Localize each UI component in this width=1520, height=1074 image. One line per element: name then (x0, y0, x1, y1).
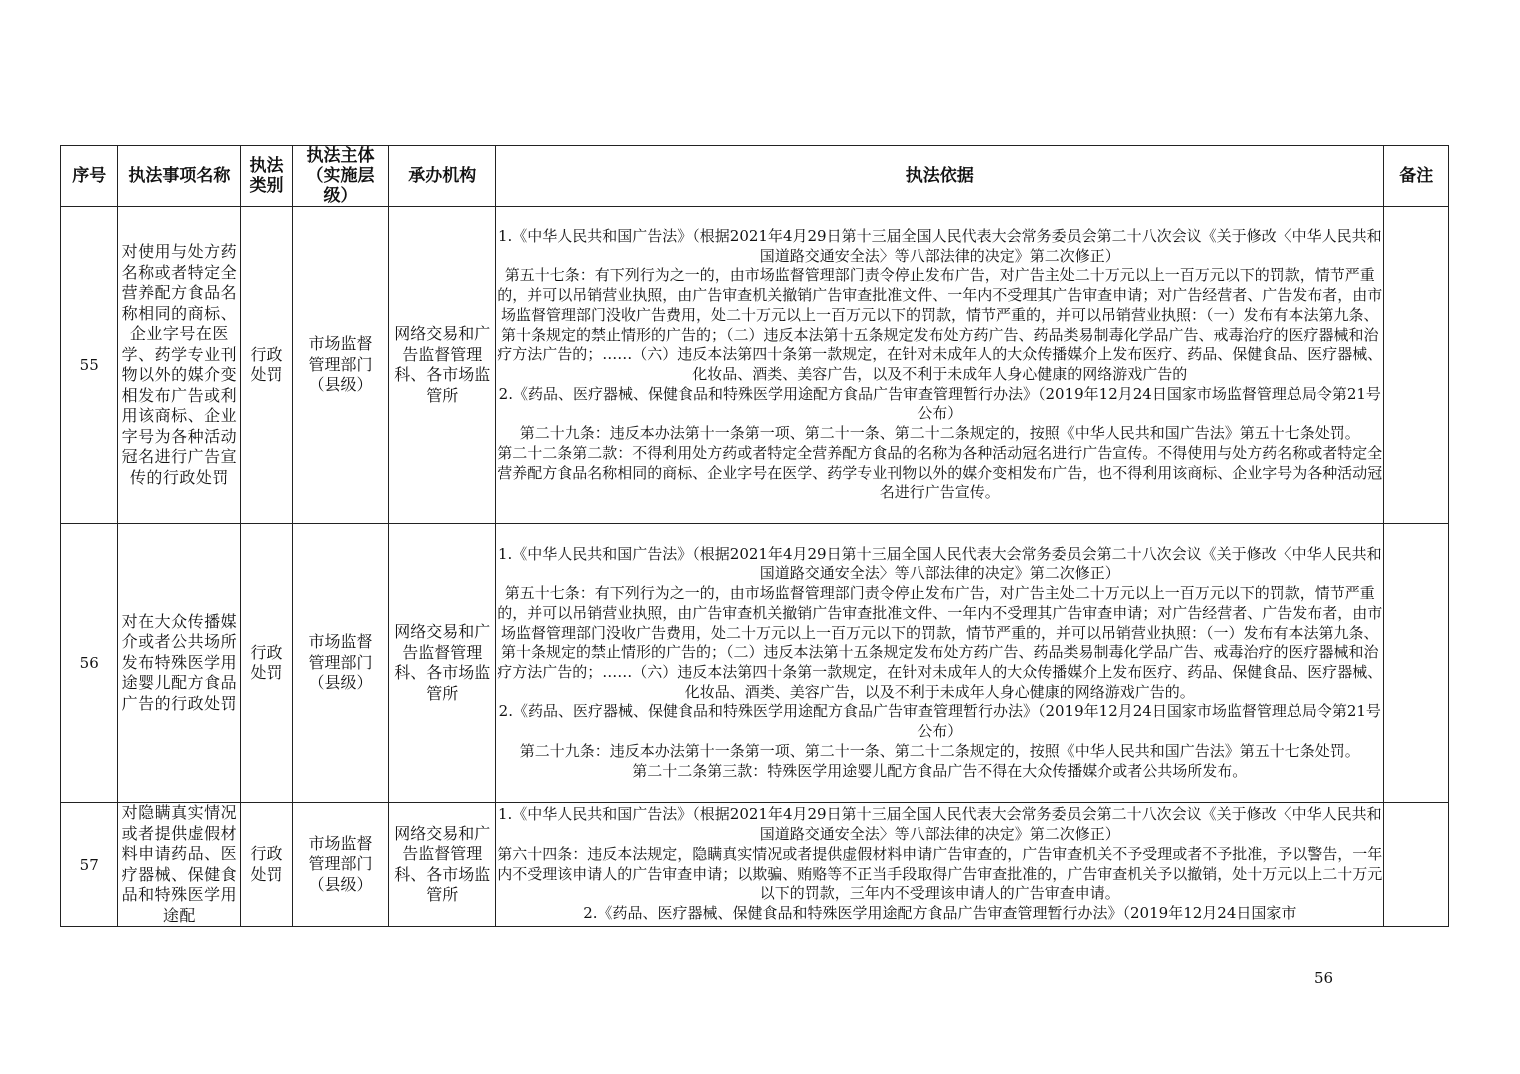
row-basis (496, 803, 1384, 927)
row-org: 网络交易和广告监督管理科、各市场监管所 (389, 524, 496, 803)
header-basis: 执法依据 (496, 146, 1384, 207)
row-note (1384, 803, 1449, 927)
row-basis (496, 524, 1384, 803)
table-row (61, 524, 1449, 803)
basis-paragraph: 第二十二条第三款：特殊医学用途婴儿配方食品广告不得在大众传播媒介或者公共场所发布。 (632, 761, 1248, 780)
table-row (61, 207, 1449, 524)
row-subject: 市场监督管理部门（县级） (292, 207, 389, 524)
row-no: 57 (61, 803, 118, 927)
law-enforcement-table (60, 145, 1449, 927)
basis-paragraph: 2.《药品、医疗器械、保健食品和特殊医学用途配方食品广告审查管理暂行办法》（2019年12月24日国家市场监督管理总局令第21号公布） (498, 702, 1381, 741)
row-no: 56 (61, 524, 118, 803)
row-name: 对在大众传播媒介或者公共场所发布特殊医学用途婴儿配方食品广告的行政处罚 (118, 524, 241, 803)
table-row (61, 803, 1449, 927)
row-no: 55 (61, 207, 118, 524)
row-subject: 市场监督管理部门（县级） (292, 803, 389, 927)
row-type: 行政处罚 (241, 207, 292, 524)
header-org: 承办机构 (389, 146, 496, 207)
basis-paragraph: 1.《中华人民共和国广告法》（根据2021年4月29日第十三届全国人民代表大会常务委员会第二十八次会议《关于修改〈中华人民共和国道路交通安全法〉等八部法律的决定》第二次修正） (497, 227, 1382, 265)
basis-paragraph: 第二十九条：违反本办法第十一条第一项、第二十一条、第二十二条规定的，按照《中华人民共和国广告法》第五十七条处罚。 (519, 741, 1360, 760)
basis-paragraph: 第五十七条：有下列行为之一的，由市场监督管理部门责令停止发布广告，对广告主处二十万元以上一百万元以下的罚款，情节严重的，并可以吊销营业执照，由广告审查机关撤销广告审查批准文件、一年内不受理其广告审查申请；对广告经营者、广告发布者，由市场监督管理部门没收广告费用，处二十万元以上一百万元以下的罚款，情节严重的，并可以吊销营业执照：（一）发布有本法第九条、第十条规定的禁止情形的广告的；（二）违反本法第十五条规定发布处方药广告、药品类易制毒化学品广告、戒毒治疗的医疗器械和治疗方法广告的；……（六）违反本法第四十条第一款规定，在针对未成年人的大众传播媒介上发布医疗、药品、保健食品、医疗器械、化妆品、酒类、美容广告，以及不利于未成年人身心健康的网络游戏广告的。 (497, 584, 1383, 701)
row-basis (496, 207, 1384, 524)
basis-paragraph: 第二十二条第二款：不得利用处方药或者特定全营养配方食品的名称为各种活动冠名进行广告宣传。不得使用与处方药名称或者特定全营养配方食品名称相同的商标、企业字号在医学、药学专业刊物以外的媒介变相发布广告，也不得利用该商标、企业字号为各种活动冠名进行广告宣传。 (497, 443, 1383, 502)
basis-paragraph: 2.《药品、医疗器械、保健食品和特殊医学用途配方食品广告审查管理暂行办法》（2019年12月24日国家市场监督管理总局令第21号公布） (498, 384, 1381, 423)
basis-paragraph: 第六十四条：违反本法规定，隐瞒真实情况或者提供虚假材料申请广告审查的，广告审查机关不予受理或者不予批准，予以警告，一年内不受理该申请人的广告审查申请；以欺骗、贿赂等不正当手段取得广告审查批准的，广告审查机关予以撤销，处十万元以上二十万元以下的罚款，三年内不受理该申请人的广告审查申请。 (497, 844, 1383, 903)
row-org: 网络交易和广告监督管理科、各市场监管所 (389, 803, 496, 927)
row-name: 对隐瞒真实情况或者提供虚假材料申请药品、医疗器械、保健食品和特殊医学用途配 (118, 803, 241, 927)
row-org: 网络交易和广告监督管理科、各市场监管所 (389, 207, 496, 524)
header-type: 执法类别 (241, 146, 292, 207)
row-note (1384, 524, 1449, 803)
table-header-row (61, 146, 1449, 207)
row-note (1384, 207, 1449, 524)
basis-paragraph: 1.《中华人民共和国广告法》（根据2021年4月29日第十三届全国人民代表大会常务委员会第二十八次会议《关于修改〈中华人民共和国道路交通安全法〉等八部法律的决定》第二次修正） (497, 544, 1382, 583)
basis-paragraph: 1.《中华人民共和国广告法》（根据2021年4月29日第十三届全国人民代表大会常务委员会第二十八次会议《关于修改〈中华人民共和国道路交通安全法〉等八部法律的决定》第二次修正） (497, 805, 1382, 844)
row-subject: 市场监督管理部门（县级） (292, 524, 389, 803)
header-name: 执法事项名称 (118, 146, 241, 207)
basis-paragraph: 第五十七条：有下列行为之一的，由市场监督管理部门责令停止发布广告，对广告主处二十万元以上一百万元以下的罚款，情节严重的，并可以吊销营业执照，由广告审查机关撤销广告审查批准文件、一年内不受理其广告审查申请；对广告经营者、广告发布者，由市场监督管理部门没收广告费用，处二十万元以上一百万元以下的罚款，情节严重的，并可以吊销营业执照：（一）发布有本法第九条、第十条规定的禁止情形的广告的；（二）违反本法第十五条规定发布处方药广告、药品类易制毒化学品广告、戒毒治疗的医疗器械和治疗方法广告的；……（六）违反本法第四十条第一款规定，在针对未成年人的大众传播媒介上发布医疗、药品、保健食品、医疗器械、化妆品、酒类、美容广告，以及不利于未成年人身心健康的网络游戏广告的 (497, 266, 1383, 383)
header-note: 备注 (1384, 146, 1449, 207)
basis-paragraph: 第二十九条：违反本办法第十一条第一项、第二十一条、第二十二条规定的，按照《中华人民共和国广告法》第五十七条处罚。 (519, 424, 1360, 443)
header-no: 序号 (61, 146, 118, 207)
row-type: 行政处罚 (241, 803, 292, 927)
row-name: 对使用与处方药名称或者特定全营养配方食品名称相同的商标、企业字号在医学、药学专业刊物以外的媒介变相发布广告或利用该商标、企业字号为各种活动冠名进行广告宣传的行政处罚 (118, 207, 241, 524)
page-number: 56 (1314, 969, 1334, 987)
basis-paragraph: 2.《药品、医疗器械、保健食品和特殊医学用途配方食品广告审查管理暂行办法》（2019年12月24日国家市 (583, 903, 1297, 922)
header-subject: 执法主体（实施层级） (292, 146, 389, 207)
row-type: 行政处罚 (241, 524, 292, 803)
